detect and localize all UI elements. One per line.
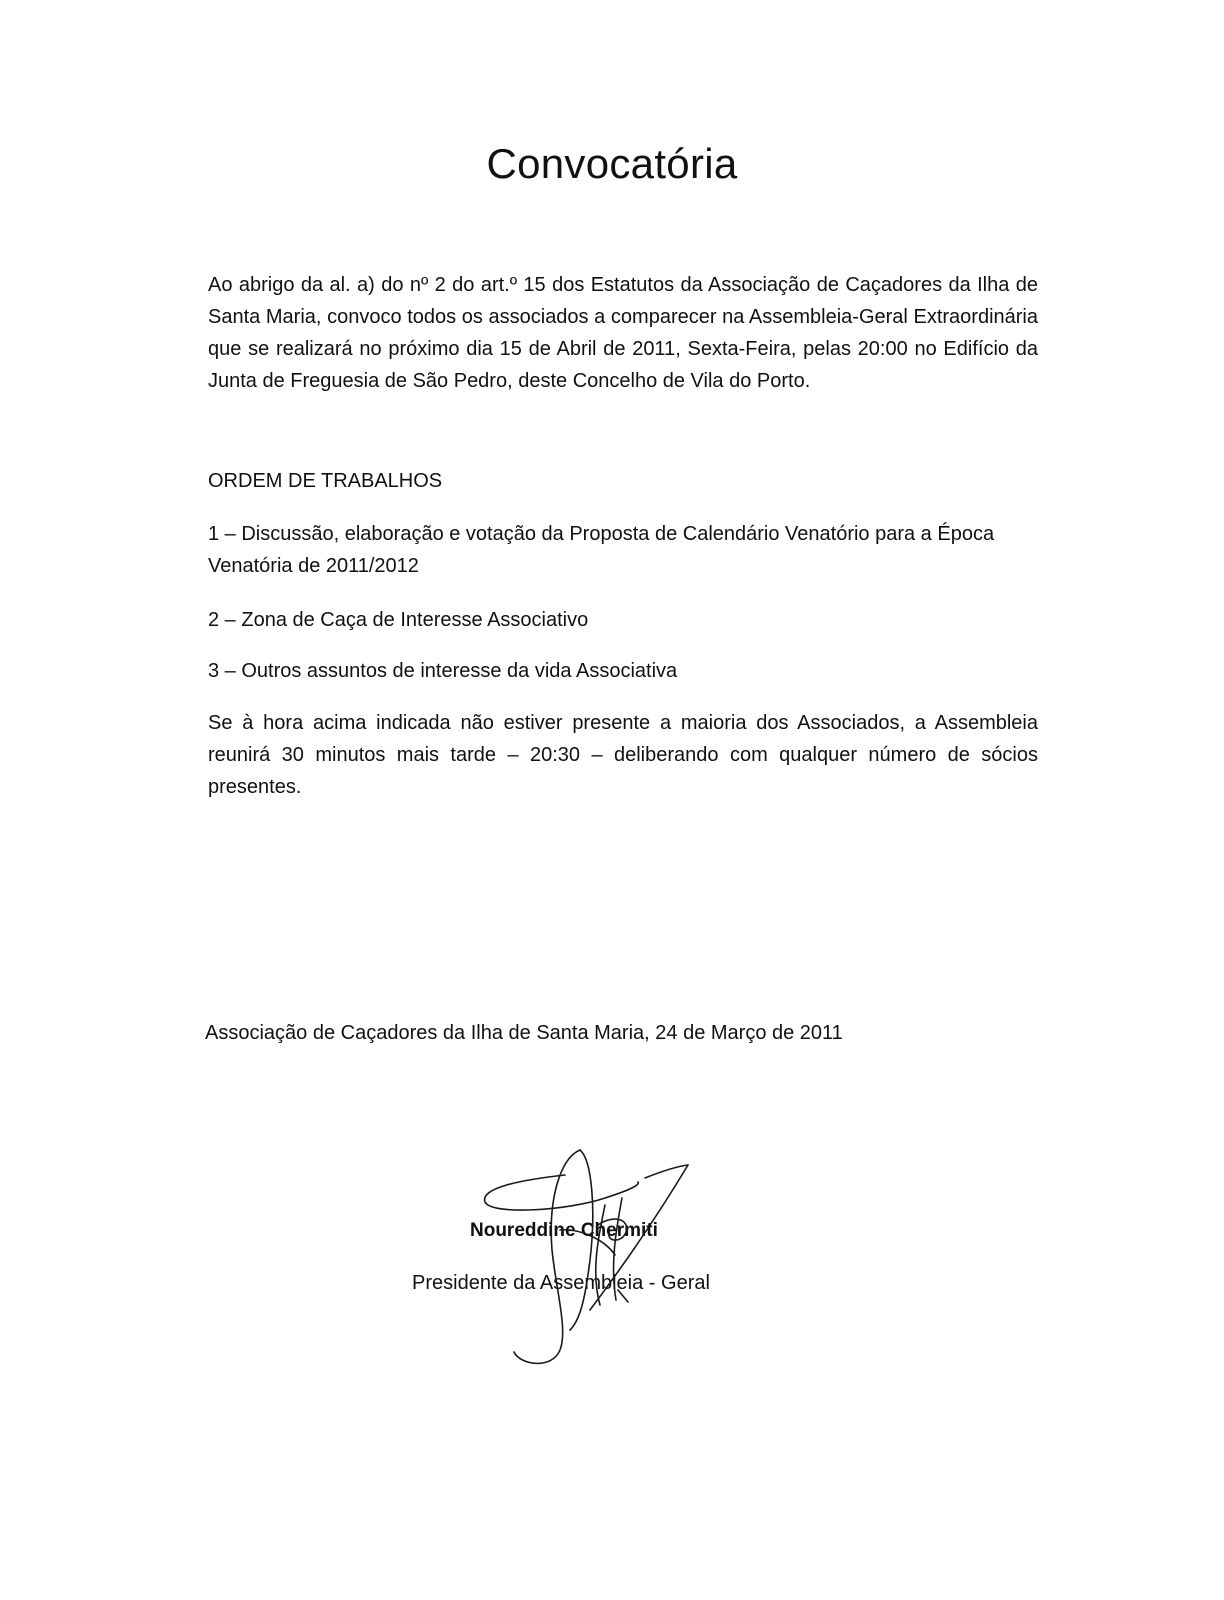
signature-stroke [596,1205,605,1305]
signature-stroke [560,1230,615,1255]
signature-stroke [614,1198,622,1300]
agenda-item: 3 – Outros assuntos de interesse da vida Associativa [208,660,678,682]
intro-paragraph: Ao abrigo da al. a) do nº 2 do art.º 15 dos Estatutos da Associação de Caçadores da Ilha de Santa Maria, convoco todos os associados a comparecer na Assembleia-Geral Extraordinária que se realizará no próximo dia 15 de Abril de 2011, Sexta-Feira, pelas 20:00 no Edifício da Junta de Freguesia de São Pedro, deste Concelho de Vila do Porto. [208,274,1038,392]
agenda-item: 2 – Zona de Caça de Interesse Associativo [208,609,589,631]
signature-stroke [618,1290,628,1302]
agenda-heading: ORDEM DE TRABALHOS [208,470,443,492]
place-date-line: Associação de Caçadores da Ilha de Santa Maria, 24 de Março de 2011 [205,1022,843,1044]
closing-paragraph: Se à hora acima indicada não estiver presente a maioria dos Associados, a Assembleia reunirá 30 minutos mais tarde – 20:30 – deliberando com qualquer número de sócios presentes. [208,712,1038,798]
signer-name: Noureddine Chermiti [470,1220,658,1241]
signer-role: Presidente da Assembleia - Geral [412,1272,710,1294]
signature-stroke [590,1165,688,1310]
signature-stroke [570,1150,593,1330]
signature-icon [440,1130,720,1390]
signature-stroke [598,1219,627,1240]
page-title: Convocatória [486,140,738,187]
agenda-item: 1 – Discussão, elaboração e votação da Proposta de Calendário Venatório para a Época Venatória de 2011/2012 [208,523,995,577]
signature-stroke [514,1150,580,1363]
signature-stroke [485,1175,639,1210]
